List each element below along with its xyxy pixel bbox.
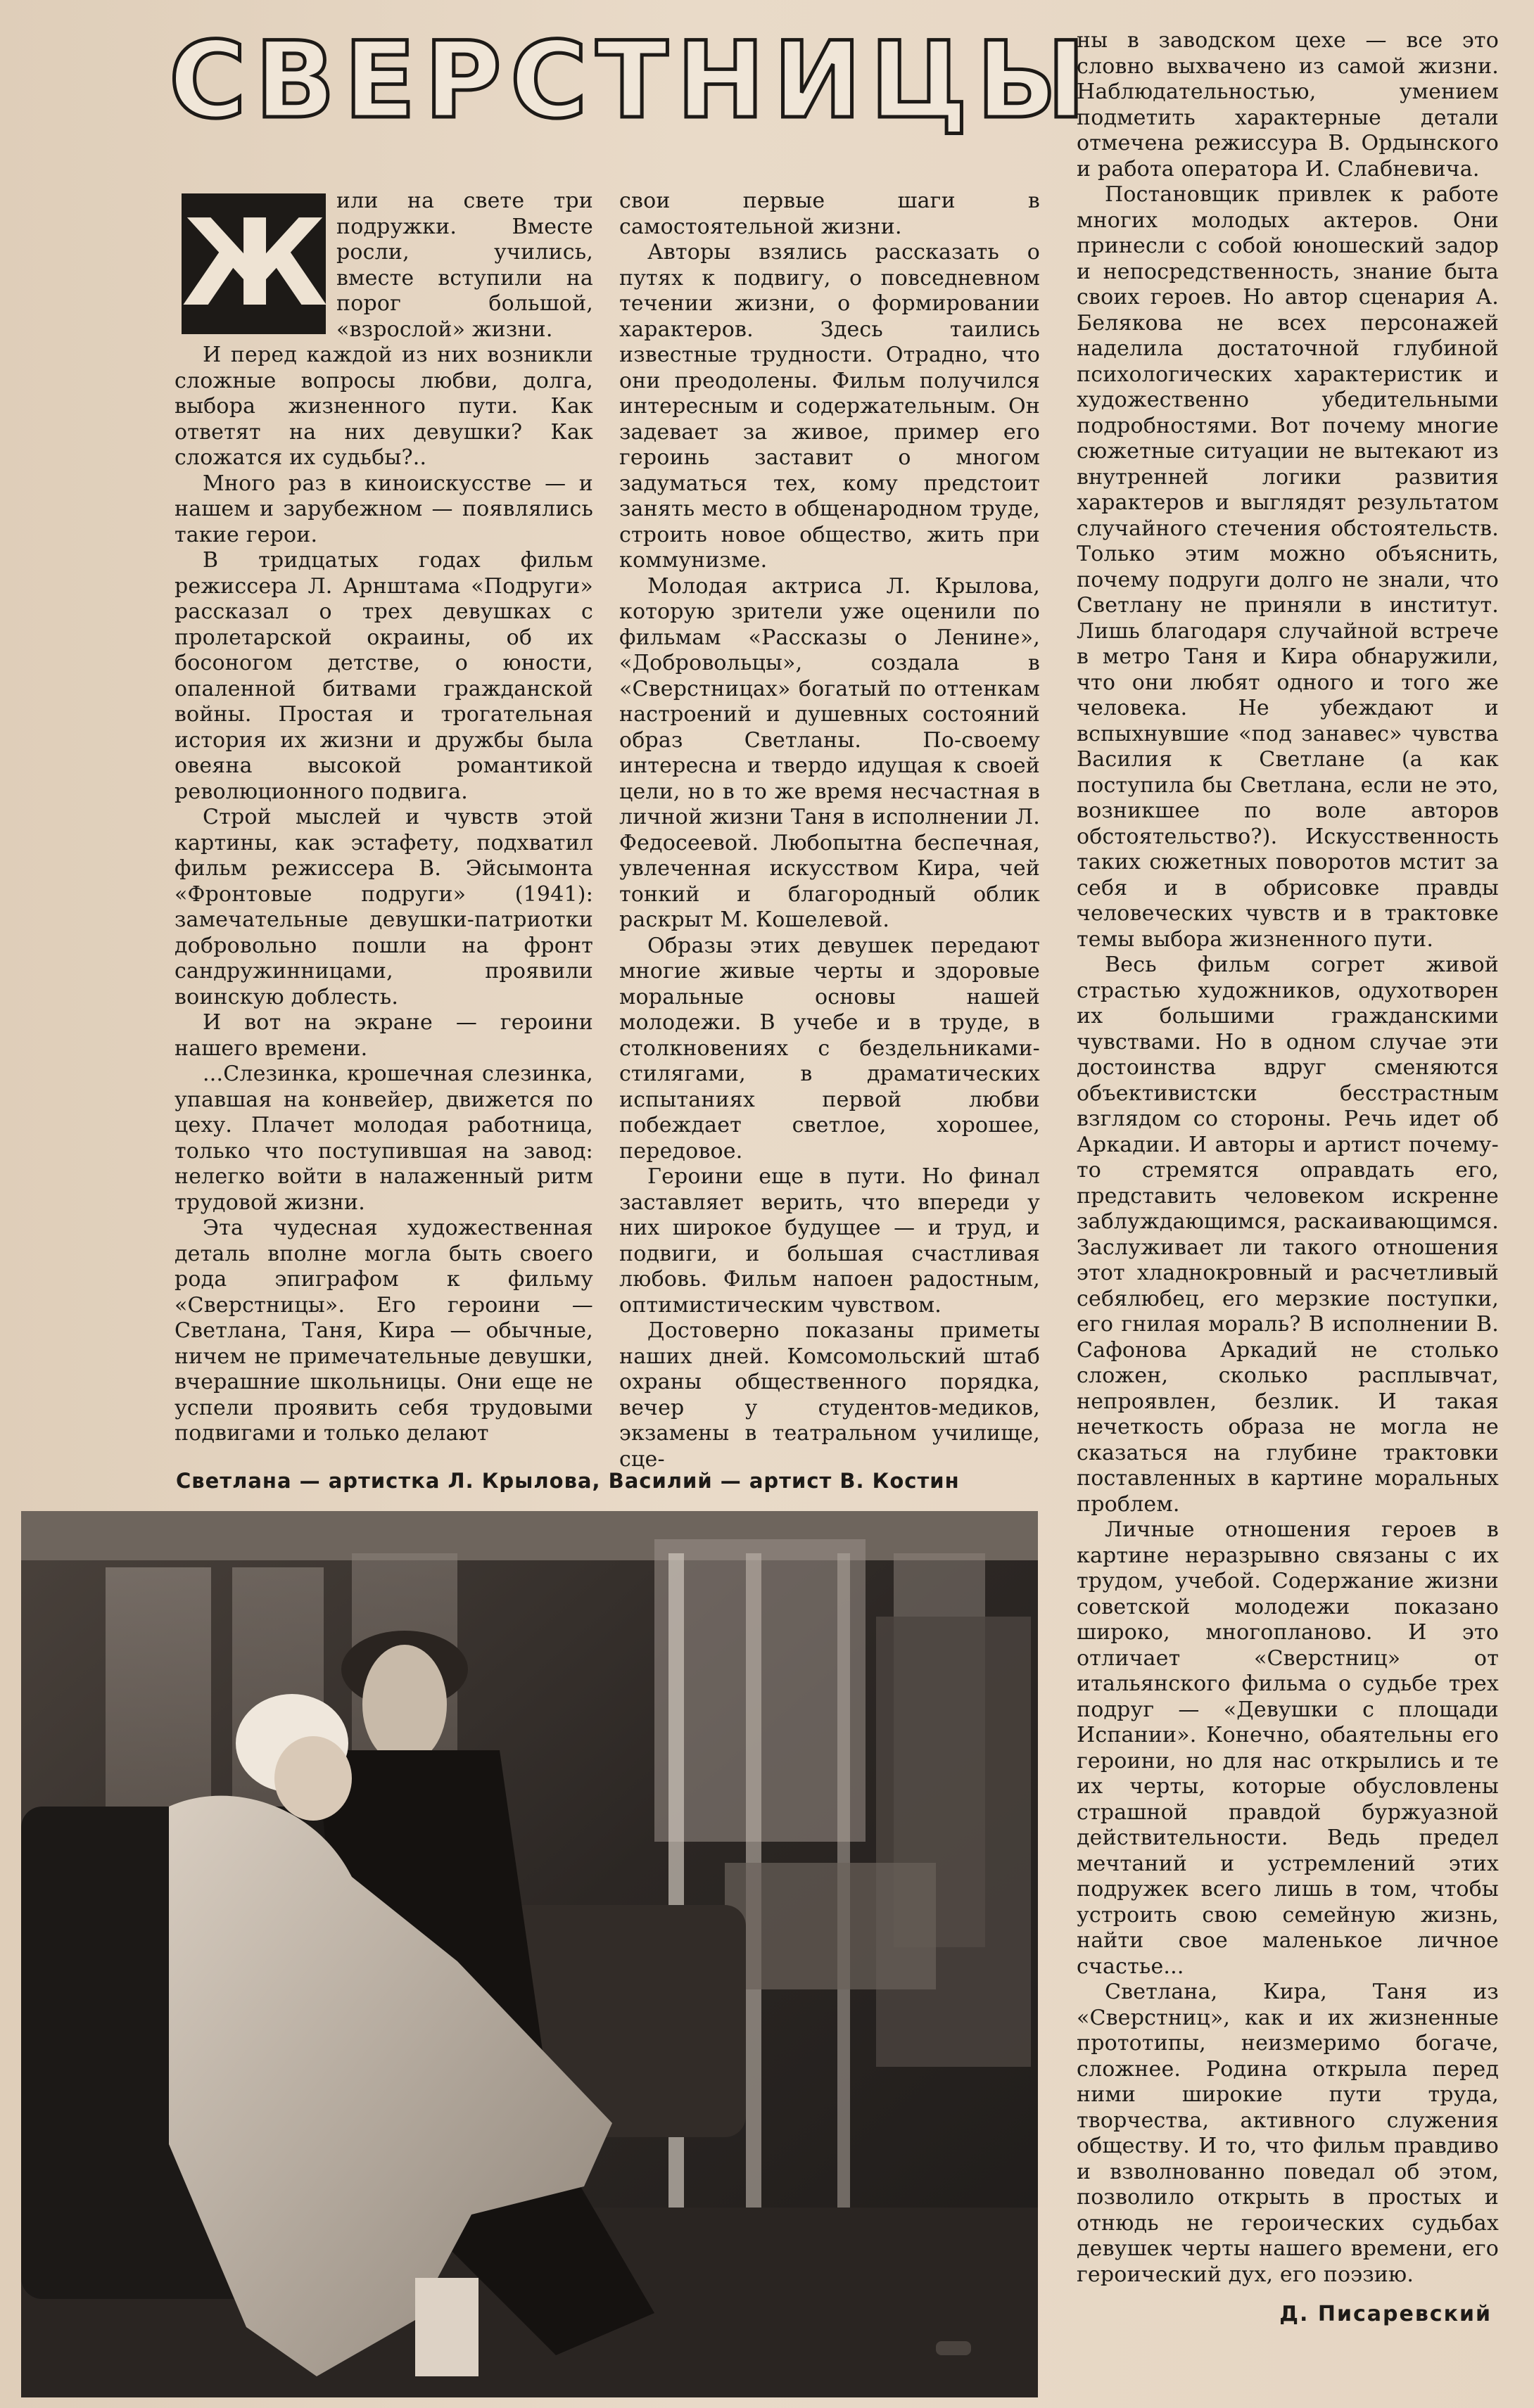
paragraph: Постановщик привлек к работе многих молодых актеров. Они принесли с собой юношеский задор и непосредственность, знание быта своих героев. Но автор сценария А. Белякова не всех персонажей наделила достаточной глубиной психологических характеристик и художественно убедительными подробностями. Вот почему многие сюжетные ситуации не вытекают из внутренней логики развития характеров и выглядят результатом случайного стечения обстоятельств. Только этим можно объяснить, почему подруги долго не знали, что Светлану не приняли в институт. Лишь благодаря случайной встрече в метро Таня и Кира обнаружили, что они любят одного и того же человека. Не убеждают и вспыхнувшие «под занавес» чувства Василия к Светлане (а как поступила бы Светлана, если не это, возникшее по воле авторов обстоятельство?). Искусственность таких сюжетных поворотов мстит за себя и в обрисовке правды человеческих чувств и в трактовке темы выбора жизненного пути. [1077,182,1499,952]
paragraph: Героини еще в пути. Но финал заставляет верить, что впереди у них широкое будущее — и труд, и подвиги, и большая счастливая любовь. Фильм напоен радостным, оптимистическим чувством. [619,1164,1040,1318]
photo-caption: Светлана — артистка Л. Крылова, Василий — артист В. Костин [176,1469,960,1493]
paragraph: В тридцатых годах фильм режиссера Л. Арнштама «Подруги» рассказал о трех девушках с пролетарской окраины, об их босоногом детстве, о юности, опаленной битвами гражданской войны. Простая и трогательная история их жизни и дружбы была овеяна высокой романтикой революционного подвига. [175,548,593,804]
text-column-2 [619,189,1040,1472]
paragraph: И перед каждой из них возникли сложные вопросы любви, долга, выбора жизненного пути. Как ответят на них девушки? Как сложатся их судьбы?.. [175,343,593,470]
paragraph: Молодая актриса Л. Крылова, которую зрители уже оценили по фильмам «Рассказы о Ленине», «Добровольцы», создала в «Сверстницах» богатый по оттенкам настроений и душевных состояний образ Светланы. По-своему интересна и твердо идущая к своей цели, но в то же время несчастная в личной жизни Таня в исполнении Л. Федосеевой. Любопытна беспечная, увлеченная искусством Кира, чей тонкий и благородный облик раскрыт М. Кошелевой. [619,573,1040,932]
paragraph: И вот на экране — героини нашего времени. [175,1010,593,1061]
paragraph: ...Слезинка, крошечная слезинка, упавшая на конвейер, движется по цеху. Плачет молодая работница, только что поступившая на завод: нелегко войти в налаженный ритм трудовой жизни. [175,1062,593,1215]
photo-illustration [21,1511,1038,2397]
paragraph: Образы этих девушек передают многие живые черты и здоровые моральные основы нашей молодежи. В учебе и в труде, в столкновениях с бездельниками-стилягами, в драматических испытаниях первой любви побеждает светлое, хорошее, передовое. [619,933,1040,1164]
paragraph: Много раз в киноискусстве — и нашем и зарубежном — появлялись такие герои. [175,471,593,547]
paragraph: свои первые шаги в самостоятельной жизни. [619,189,1040,239]
paragraph: Светлана, Кира, Таня из «Сверстниц», как и их жизненные прототипы, неизмеримо богаче, сложнее. Родина открыла перед ними широкие пути труда, творчества, активного служения обществу. И то, что фильм правдиво и взволнованно поведал об этом, позволило открыть в простых и отнюдь не героических судьбах девушек черты нашего времени, его героический дух, его поэзию. [1077,1980,1499,2287]
paragraph: Строй мыслей и чувств этой картины, как эстафету, подхватил фильм режиссера В. Эйсымонта «Фронтовые подруги» (1941): замечательные девушки-патриотки добровольно пошли на фронт сандружинницами, проявили воинскую доблесть. [175,805,593,1009]
paragraph: Личные отношения героев в картине неразрывно связаны с их трудом, учебой. Содержание жизни советской молодежи показано широко, многопланово. И это отличает «Сверстниц» от итальянского фильма о судьбе трех подруг — «Девушки с площади Испании». Конечно, обаятельны его героини, но для нас открылись и те их черты, которые обусловлены страшной правдой буржуазной действительности. Ведь предел мечтаний и устремлений этих подружек всего лишь в том, чтобы устроить свою семейную жизнь, найти свое маленькое личное счастье... [1077,1517,1499,1979]
film-still-photo [21,1511,1038,2397]
text-column-3 [1077,28,1499,2287]
paragraph: Авторы взялись рассказать о путях к подвигу, о повседневном течении жизни, о формировании характеров. Здесь таились известные трудности. Отрадно, что они преодолены. Фильм получился интересным и содержательным. Он задевает за живое, пример его героинь заставит о многом задуматься тех, кому предстоит занять место в общенародном труде, строить новое общество, жить при коммунизме. [619,240,1040,573]
paragraph: Достоверно показаны приметы наших дней. Комсомольский штаб охраны общественного порядка, вечер у студентов-медиков, экзамены в театральном училище, сце- [619,1318,1040,1472]
paragraph: Весь фильм согрет живой страстью художников, одухотворен их большими гражданскими чувствами. Но в одном случае эти достоинства вдруг сменяются объективистски бесстрастным взглядом со стороны. Речь идет об Аркадии. И авторы и артист почему-то стремятся оправдать его, представить человеком искренне заблуждающимся, раскаивающимся. Заслуживает ли такого отношения этот хладнокровный и расчетливый себялюбец, его мерзкие поступки, его гнилая мораль? В исполнении В. Сафонова Аркадий не столько сложен, сколько расплывчат, непроявлен, безлик. И такая нечеткость образа не могла не сказаться на глубине трактовки поставленных в картине моральных проблем. [1077,953,1499,1517]
text-column-1 [175,189,593,1446]
article-title: СВЕРСТНИЦЫ [169,20,1094,142]
paragraph: или на свете три подружки. Вместе росли, учились, вместе вступили на порог большой, «взрослой» жизни. [336,189,593,342]
paragraph: Эта чудесная художественная деталь вполне могла быть своего рода эпиграфом к фильму «Сверстницы». Его героини — Светлана, Таня, Кира — обычные, ничем не примечательные девушки, вчерашние школьницы. Они еще не успели проявить себя трудовыми подвигами и только делают [175,1216,593,1446]
paragraph: ны в заводском цехе — все это словно выхвачено из самой жизни. Наблюдательностью, умением подметить характерные детали отмечена режиссура В. Ордынского и работа оператора И. Слабневича. [1077,28,1499,181]
author-signature: Д. Писаревский [1279,2302,1492,2326]
drop-cap: Ж [182,194,329,333]
